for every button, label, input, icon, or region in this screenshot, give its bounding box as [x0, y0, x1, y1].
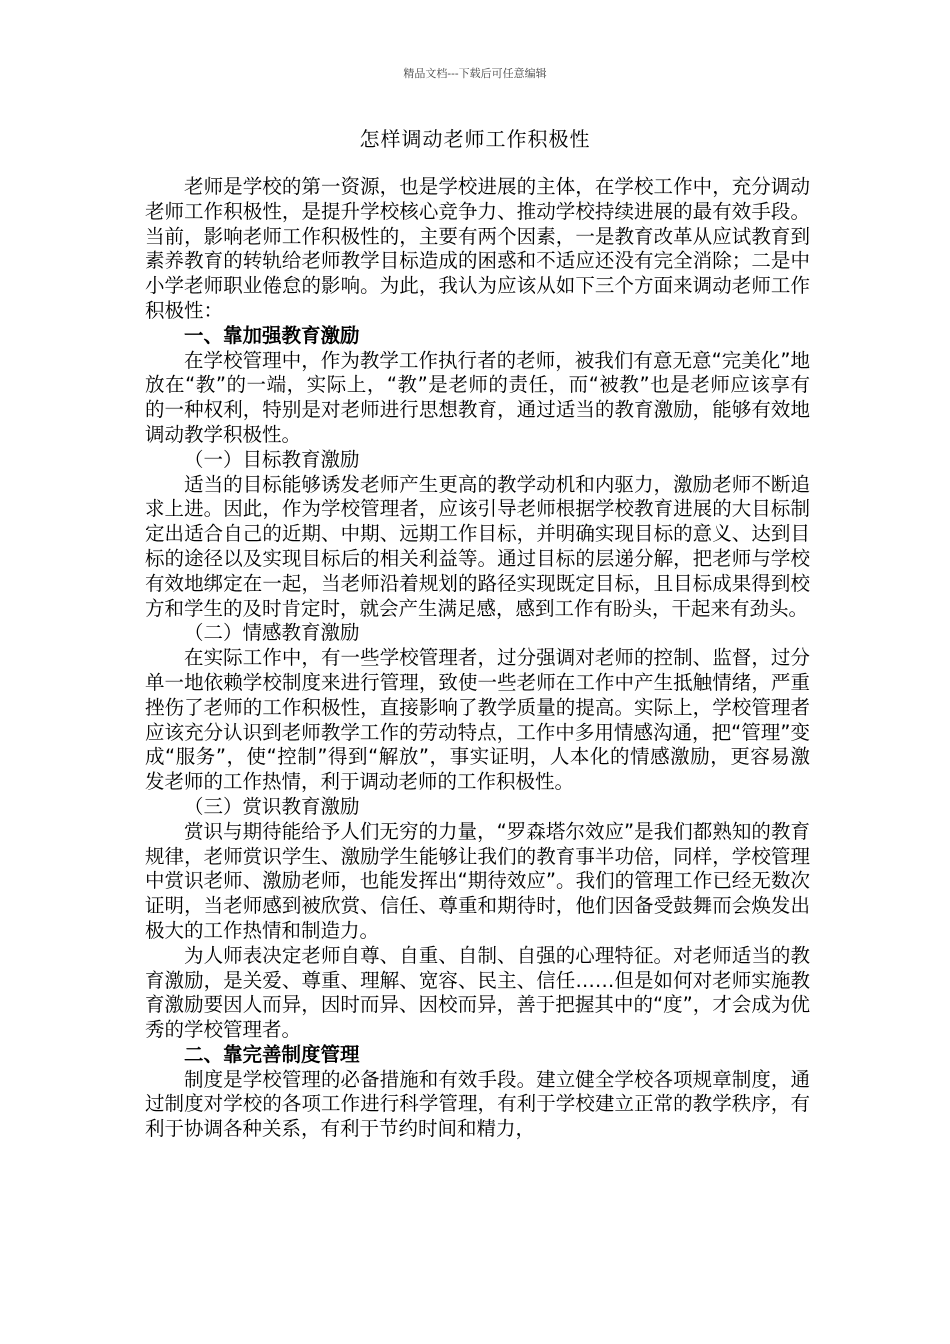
section-heading-1: 一、靠加强教育激励	[184, 323, 360, 347]
paragraph-goal-motivation: 适当的目标能够诱发老师产生更高的教学动机和内驱力，激励老师不断追求上进。因此，作为学校管理者，应该引导老师根据学校教育进展的大目标制定出适合自己的近期、中期、远期工作目标，并明确实现目标的意义、达到目标的途径以及实现目标后的相关利益等。通过目标的层递分解，把老师与学校有效地绑定在一起，当老师沿着规划的路径实现既定目标，且目标成果得到校方和学生的及时肯定时，就会产生满足感，感到工作有盼头，干起来有劲头。	[145, 472, 810, 620]
subheading-1-3: （三）赏识教育激励	[184, 794, 360, 818]
header-note: 精品文档---下载后可任意编辑	[403, 67, 547, 80]
paragraph-section-2: 制度是学校管理的必备措施和有效手段。建立健全学校各项规章制度，通过制度对学校的各项工作进行科学管理，有利于学校建立正常的教学秩序，有利于协调各种关系，有利于节约时间和精力，	[145, 1067, 810, 1141]
paragraph-section-1: 在学校管理中，作为教学工作执行者的老师，被我们有意无意“完美化”地放在“教”的一端，实际上，“教”是老师的责任，而“被教”也是老师应该享有的一种权利，特别是对老师进行思想教育，通过适当的教育激励，能够有效地调动教学积极性。	[145, 348, 810, 446]
intro-paragraph: 老师是学校的第一资源，也是学校进展的主体，在学校工作中，充分调动老师工作积极性，是提升学校核心竞争力、推动学校持续进展的最有效手段。当前，影响老师工作积极性的，主要有两个因素，一是教育改革从应试教育到素养教育的转轨给老师教学目标造成的困惑和不适应还没有完全消除；二是中小学老师职业倦怠的影响。为此，我认为应该从如下三个方面来调动老师工作积极性：	[145, 175, 810, 322]
paragraph-summary: 为人师表决定老师自尊、自重、自制、自强的心理特征。对老师适当的教育激励，是关爱、尊重、理解、宽容、民主、信任……但是如何对老师实施教育激励要因人而异，因时而异、因校而异，善于把握其中的“度”，才会成为优秀的学校管理者。	[145, 943, 810, 1042]
paragraph-appreciation-motivation: 赏识与期待能给予人们无穷的力量，“罗森塔尔效应”是我们都熟知的教育规律，老师赏识学生、激励学生能够让我们的教育事半功倍，同样，学校管理中赏识老师、激励老师，也能发挥出“期待效应”。我们的管理工作已经无数次证明，当老师感到被欣赏、信任、尊重和期待时，他们因备受鼓舞而会焕发出极大的工作热情和制造力。	[145, 819, 810, 942]
section-heading-2: 二、靠完善制度管理	[184, 1042, 360, 1066]
subheading-1-1: （一）目标教育激励	[184, 447, 360, 471]
paragraph-emotion-motivation: 在实际工作中，有一些学校管理者，过分强调对老师的控制、监督，过分单一地依赖学校制度来进行管理，致使一些老师在工作中产生抵触情绪，严重挫伤了老师的工作积极性，直接影响了教学质量的提高。实际上，学校管理者应该充分认识到老师教学工作的劳动特点，工作中多用情感沟通，把“管理”变成“服务”，使“控制”得到“解放”，事实证明，人本化的情感激励，更容易激发老师的工作热情，利于调动老师的工作积极性。	[145, 646, 810, 794]
document-body	[145, 175, 810, 1142]
document-title: 怎样调动老师工作积极性	[359, 127, 591, 151]
subheading-1-2: （二）情感教育激励	[184, 621, 360, 645]
